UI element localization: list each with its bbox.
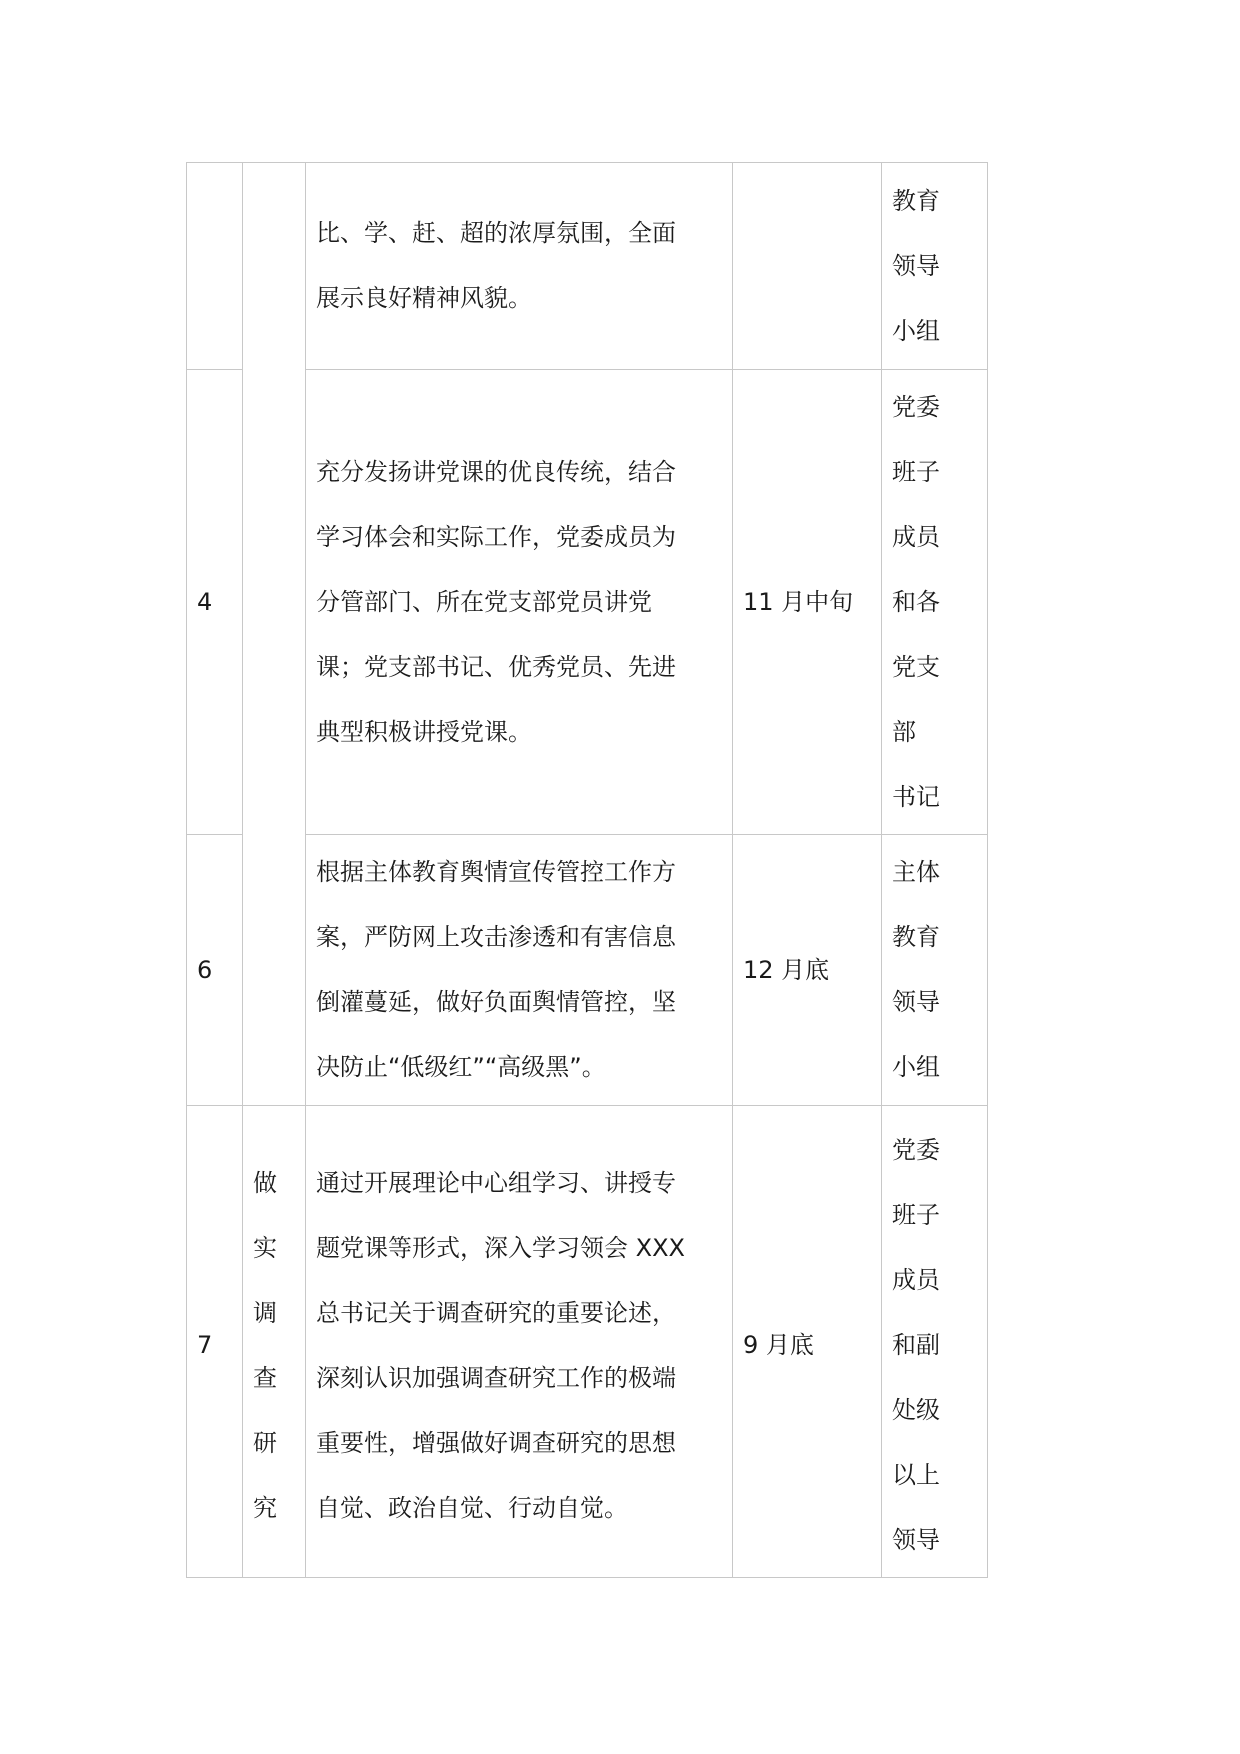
time-cell [733,370,882,835]
content-text: 根据主体教育舆情宣传管控工作方 案，严防网上攻击渗透和有害信息 倒灌蔓延，做好负面舆情管控，坚 决防止“低级红”“高级黑”。 [316,858,676,1081]
owner-cell [882,370,988,835]
row-number: 6 [197,955,213,984]
content-cell [306,1106,733,1578]
table-row [187,163,988,370]
owner-text: 党委 班子 成员 和副 处级 以上 领导 [892,1136,940,1554]
owner-cell [882,163,988,370]
task-table [186,162,988,1578]
time-cell [733,163,882,370]
table-row [187,370,988,835]
category-cell [243,1106,306,1578]
row-number-cell [187,1106,243,1578]
content-cell [306,163,733,370]
content-text: 充分发扬讲党课的优良传统，结合 学习体会和实际工作，党委成员为 分管部门、所在党支部党员讲党 课；党支部书记、优秀党员、先进 典型积极讲授党课。 [316,457,676,746]
owner-text: 党委 班子 成员 和各 党支 部 书记 [892,392,940,811]
owner-text: 主体 教育 领导 小组 [892,858,940,1081]
time-text: 9 月底 [743,1331,814,1359]
content-cell [306,835,733,1106]
owner-cell [882,1106,988,1578]
owner-text: 教育 领导 小组 [892,186,940,345]
row-number-cell [187,370,243,835]
content-text: 比、学、赶、超的浓厚氛围，全面 展示良好精神风貌。 [316,219,676,312]
time-cell [733,835,882,1106]
row-number-cell [187,163,243,370]
table-row [187,1106,988,1578]
category-cell [243,163,306,1106]
time-cell [733,1106,882,1578]
content-text: 通过开展理论中心组学习、讲授专 题党课等形式，深入学习领会 XXX 总书记关于调查研究的重要论述， 深刻认识加强调查研究工作的极端 重要性，增强做好调查研究的思想 自觉、政治自觉、行动自觉。 [316,1168,685,1522]
row-number: 4 [197,587,213,616]
time-text: 11 月中旬 [743,587,854,616]
owner-cell [882,835,988,1106]
row-number: 7 [197,1331,213,1359]
content-cell [306,370,733,835]
time-text: 12 月底 [743,955,830,984]
category-text: 做 实 调 查 研 究 [253,1168,277,1522]
row-number-cell [187,835,243,1106]
table-row [187,835,988,1106]
